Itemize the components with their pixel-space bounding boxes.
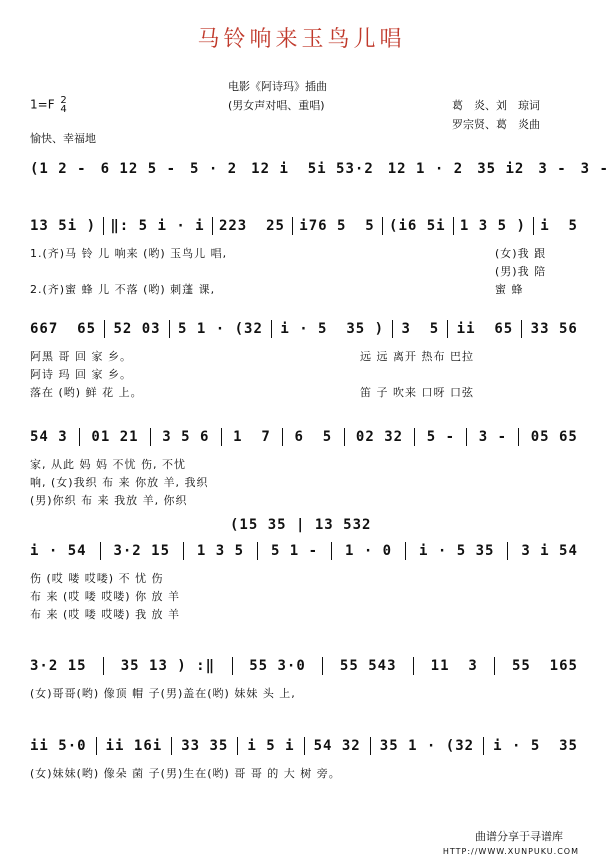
measure: 3 i 54 — [521, 543, 578, 559]
bar-line — [79, 428, 80, 446]
tempo-marking: 愉快、幸福地 — [30, 132, 96, 145]
music-line — [30, 158, 609, 180]
lyric-row — [30, 456, 186, 472]
bar-line — [405, 542, 406, 560]
lyric-row — [30, 685, 296, 701]
bar-line — [304, 737, 305, 755]
bar-line — [483, 737, 484, 755]
bar-line — [494, 657, 495, 675]
measure: 3·2 15 — [30, 658, 87, 674]
footer-site: 曲谱分享于寻谱库 — [475, 830, 563, 843]
lyric-text: 阿黑 哥 回 家 乡。 — [30, 350, 132, 363]
measure: 54 3 — [30, 429, 68, 445]
bar-line — [521, 320, 522, 338]
measure: 3 - — [538, 161, 567, 177]
lyric-text: 布 来 (哎 喽 哎喽) 你 放 羊 — [30, 590, 181, 603]
bar-line — [282, 428, 283, 446]
bar-line — [103, 657, 104, 675]
lyric-row — [30, 366, 132, 382]
bar-line — [169, 320, 170, 338]
measure: ii 16i — [105, 738, 163, 754]
bar-line — [237, 737, 238, 755]
lyric-text: (女)哥哥(哟) 像顶 帽 子(男)盖在(哟) 妹妹 头 上, — [30, 687, 296, 700]
lyric-right: 笛 子 吹来 口呀 口弦 — [360, 386, 474, 399]
lyric-row — [30, 281, 215, 297]
bar-line — [271, 320, 272, 338]
measure: 223 25 — [218, 218, 285, 234]
lyric-row — [30, 606, 180, 622]
intro-fragment — [230, 514, 371, 536]
time-top: 2 — [60, 95, 67, 106]
measure: ii 65 — [456, 321, 514, 337]
measure: ii 5·0 — [30, 738, 87, 754]
music-line — [30, 426, 578, 448]
lyric-text: 响, (女)我织 布 来 你放 羊, 我织 — [30, 476, 209, 489]
measure: 01 21 — [91, 429, 139, 445]
measure: 55 165 — [511, 658, 578, 674]
lyric-right: (女)我 跟 — [495, 247, 547, 260]
music-line — [30, 655, 578, 677]
bar-line — [331, 542, 332, 560]
measure: 35 1 · (32 — [379, 738, 475, 754]
bar-line — [466, 428, 467, 446]
bar-line — [370, 737, 371, 755]
lyric-row — [30, 245, 227, 261]
measure: i 5 — [540, 218, 578, 234]
measure: 5 1 - — [270, 543, 319, 559]
measure: 1 3 5 ) — [459, 218, 526, 234]
measure: i 5 i — [247, 738, 295, 754]
measure: i · 5 35 ) — [280, 321, 385, 337]
lyric-right: 远 远 离开 热布 巴拉 — [360, 350, 474, 363]
measure: 54 32 — [313, 738, 361, 754]
measure: i · 54 — [30, 543, 87, 559]
measure: 1 7 — [233, 429, 271, 445]
measure: 6 12 5 - — [100, 161, 177, 177]
lyric-text: 落在 (哟) 鲜 花 上。 — [30, 386, 143, 399]
lyric-text: (男)你织 布 来 我放 羊, 你织 — [30, 494, 188, 507]
music-line — [30, 318, 578, 340]
score — [30, 0, 609, 860]
measure: 3 - — [580, 161, 609, 177]
lyric-row — [30, 588, 180, 604]
measure: 1 3 5 — [196, 543, 245, 559]
measure: 52 03 — [113, 321, 161, 337]
measure: 35 13 ) :‖ — [120, 658, 216, 674]
lyric-text: 2.(齐)蜜 蜂 儿 不落 (哟) 刺蓬 课, — [30, 283, 216, 296]
measure: 55 543 — [339, 658, 397, 674]
lyric-text: 1.(齐)马 铃 儿 响来 (哟) 玉鸟儿 唱, — [30, 247, 228, 260]
lyric-text: 伤 (哎 喽 哎喽) 不 忧 伤 — [30, 572, 164, 585]
measure: 02 32 — [355, 429, 404, 445]
bar-line — [221, 428, 222, 446]
measure: 13 5i ) — [30, 218, 97, 234]
bar-line — [232, 657, 233, 675]
music-line — [30, 735, 578, 757]
performance-note: (男女声对唱、重唱) — [228, 99, 325, 112]
lyric-row — [30, 474, 209, 490]
bar-line — [447, 320, 448, 338]
lyric-text: 家, 从此 妈 妈 不忧 伤, 不忧 — [30, 458, 186, 471]
composer-credit: 罗宗贤、葛 炎曲 — [452, 118, 540, 131]
bar-line — [413, 657, 414, 675]
time-bottom: 4 — [60, 104, 67, 115]
bar-line — [100, 542, 101, 560]
measure: 12 i 5i 53·2 — [251, 161, 374, 177]
lyric-right: (男)我 陪 — [495, 265, 547, 278]
lyric-row — [30, 348, 132, 364]
measure: 6 5 — [294, 429, 333, 445]
measure: i · 5 35 — [493, 738, 578, 754]
music-line — [30, 540, 578, 562]
measure: 1 · 0 — [344, 543, 393, 559]
key-text: 1=F — [30, 97, 55, 112]
measure: 05 65 — [530, 429, 578, 445]
measure: i76 5 5 — [299, 218, 375, 234]
lyric-row — [30, 570, 164, 586]
bar-line — [414, 428, 415, 446]
measure: 5 · 2 — [190, 161, 238, 177]
lyric-right: 蜜 蜂 — [495, 283, 524, 296]
measure: 35 i2 — [477, 161, 525, 177]
measure: (1 2 - — [30, 161, 87, 177]
bar-line — [171, 737, 172, 755]
note-group: (15 35 | 13 532 — [230, 517, 372, 533]
bar-line — [518, 428, 519, 446]
lyric-row — [30, 492, 188, 508]
lyric-text: 阿诗 玛 回 家 乡。 — [30, 368, 132, 381]
bar-line — [104, 320, 105, 338]
measure: 33 56 — [530, 321, 578, 337]
bar-line — [183, 542, 184, 560]
measure: 12 1 · 2 — [387, 161, 464, 177]
measure: 55 3·0 — [249, 658, 306, 674]
lyricist-credit: 葛 炎、刘 琼词 — [452, 99, 540, 112]
song-title: 马铃响来玉鸟儿唱 — [197, 27, 406, 52]
bar-line — [322, 657, 323, 675]
bar-line — [96, 737, 97, 755]
measure: 3 - — [478, 429, 508, 445]
measure: ‖: 5 i · i — [110, 218, 205, 234]
lyric-text: (女)妹妹(哟) 像朵 菌 子(男)生在(哟) 哥 哥 的 大 树 旁。 — [30, 767, 341, 780]
bar-line — [507, 542, 508, 560]
measure: 5 - — [426, 429, 456, 445]
bar-line — [150, 428, 151, 446]
lyric-text: 布 来 (哎 喽 哎喽) 我 放 羊 — [30, 608, 181, 621]
measure: 33 35 — [181, 738, 229, 754]
footer-url: HTTP://WWW.XUNPUKU.COM — [442, 847, 579, 856]
measure: 667 65 — [30, 321, 97, 337]
measure: i · 5 35 — [419, 543, 495, 559]
measure: 5 1 · (32 — [178, 321, 263, 337]
measure: 3·2 15 — [113, 543, 171, 559]
bar-line — [344, 428, 345, 446]
measure: 3 5 — [401, 321, 440, 337]
music-line — [30, 215, 578, 237]
measure: (i6 5i — [389, 218, 446, 234]
lyric-row — [30, 384, 143, 400]
measure: 3 5 6 — [162, 429, 210, 445]
measure: 11 3 — [430, 658, 478, 674]
bar-line — [257, 542, 258, 560]
lyric-row — [30, 765, 341, 781]
bar-line — [392, 320, 393, 338]
source-note: 电影《阿诗玛》插曲 — [228, 80, 327, 93]
